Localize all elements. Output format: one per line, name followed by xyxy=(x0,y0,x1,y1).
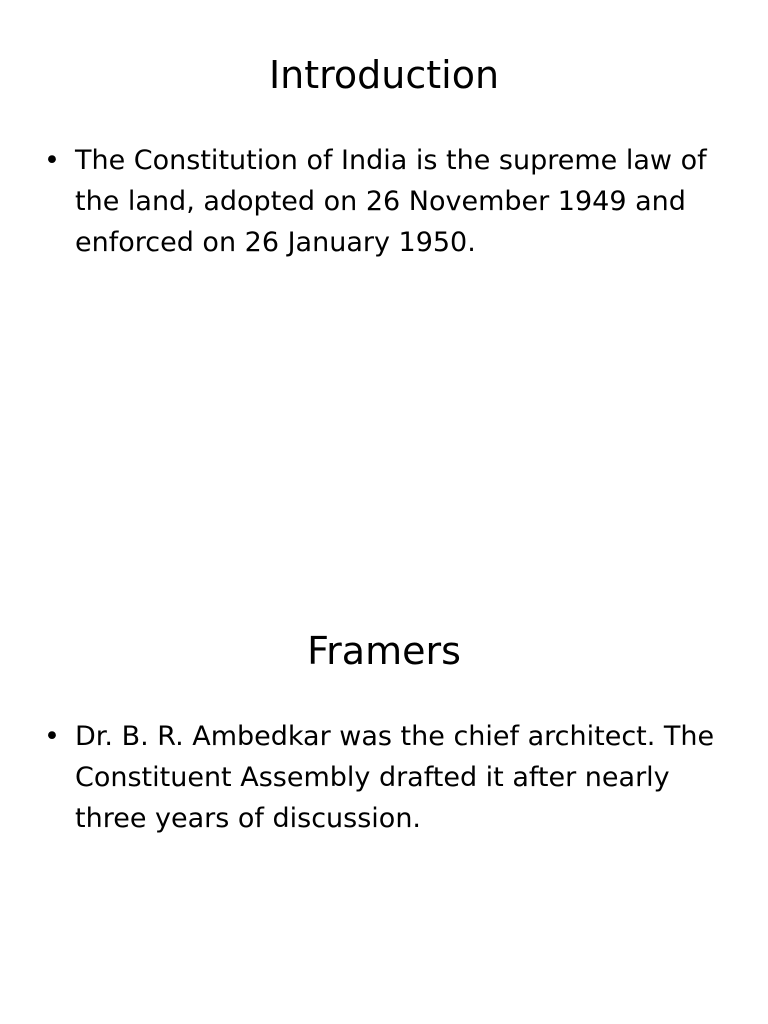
slide-title: Introduction xyxy=(268,53,500,97)
slide-framers xyxy=(0,512,768,1024)
bullet-text: Dr. B. R. Ambedkar was the chief architect. The Constituent Assembly drafted it after nearly three years of discussion. xyxy=(75,721,715,834)
bullet-list xyxy=(0,716,768,839)
bullet-text: The Constitution of India is the supreme law of the land, adopted on 26 November 1949 and enforced on 26 January 1950. xyxy=(75,145,707,258)
bullet-item xyxy=(0,716,768,839)
bullet-list xyxy=(0,140,768,263)
bullet-icon: • xyxy=(44,721,60,752)
bullet-icon: • xyxy=(44,145,60,176)
bullet-item xyxy=(0,140,768,263)
slide-title: Framers xyxy=(307,629,461,673)
